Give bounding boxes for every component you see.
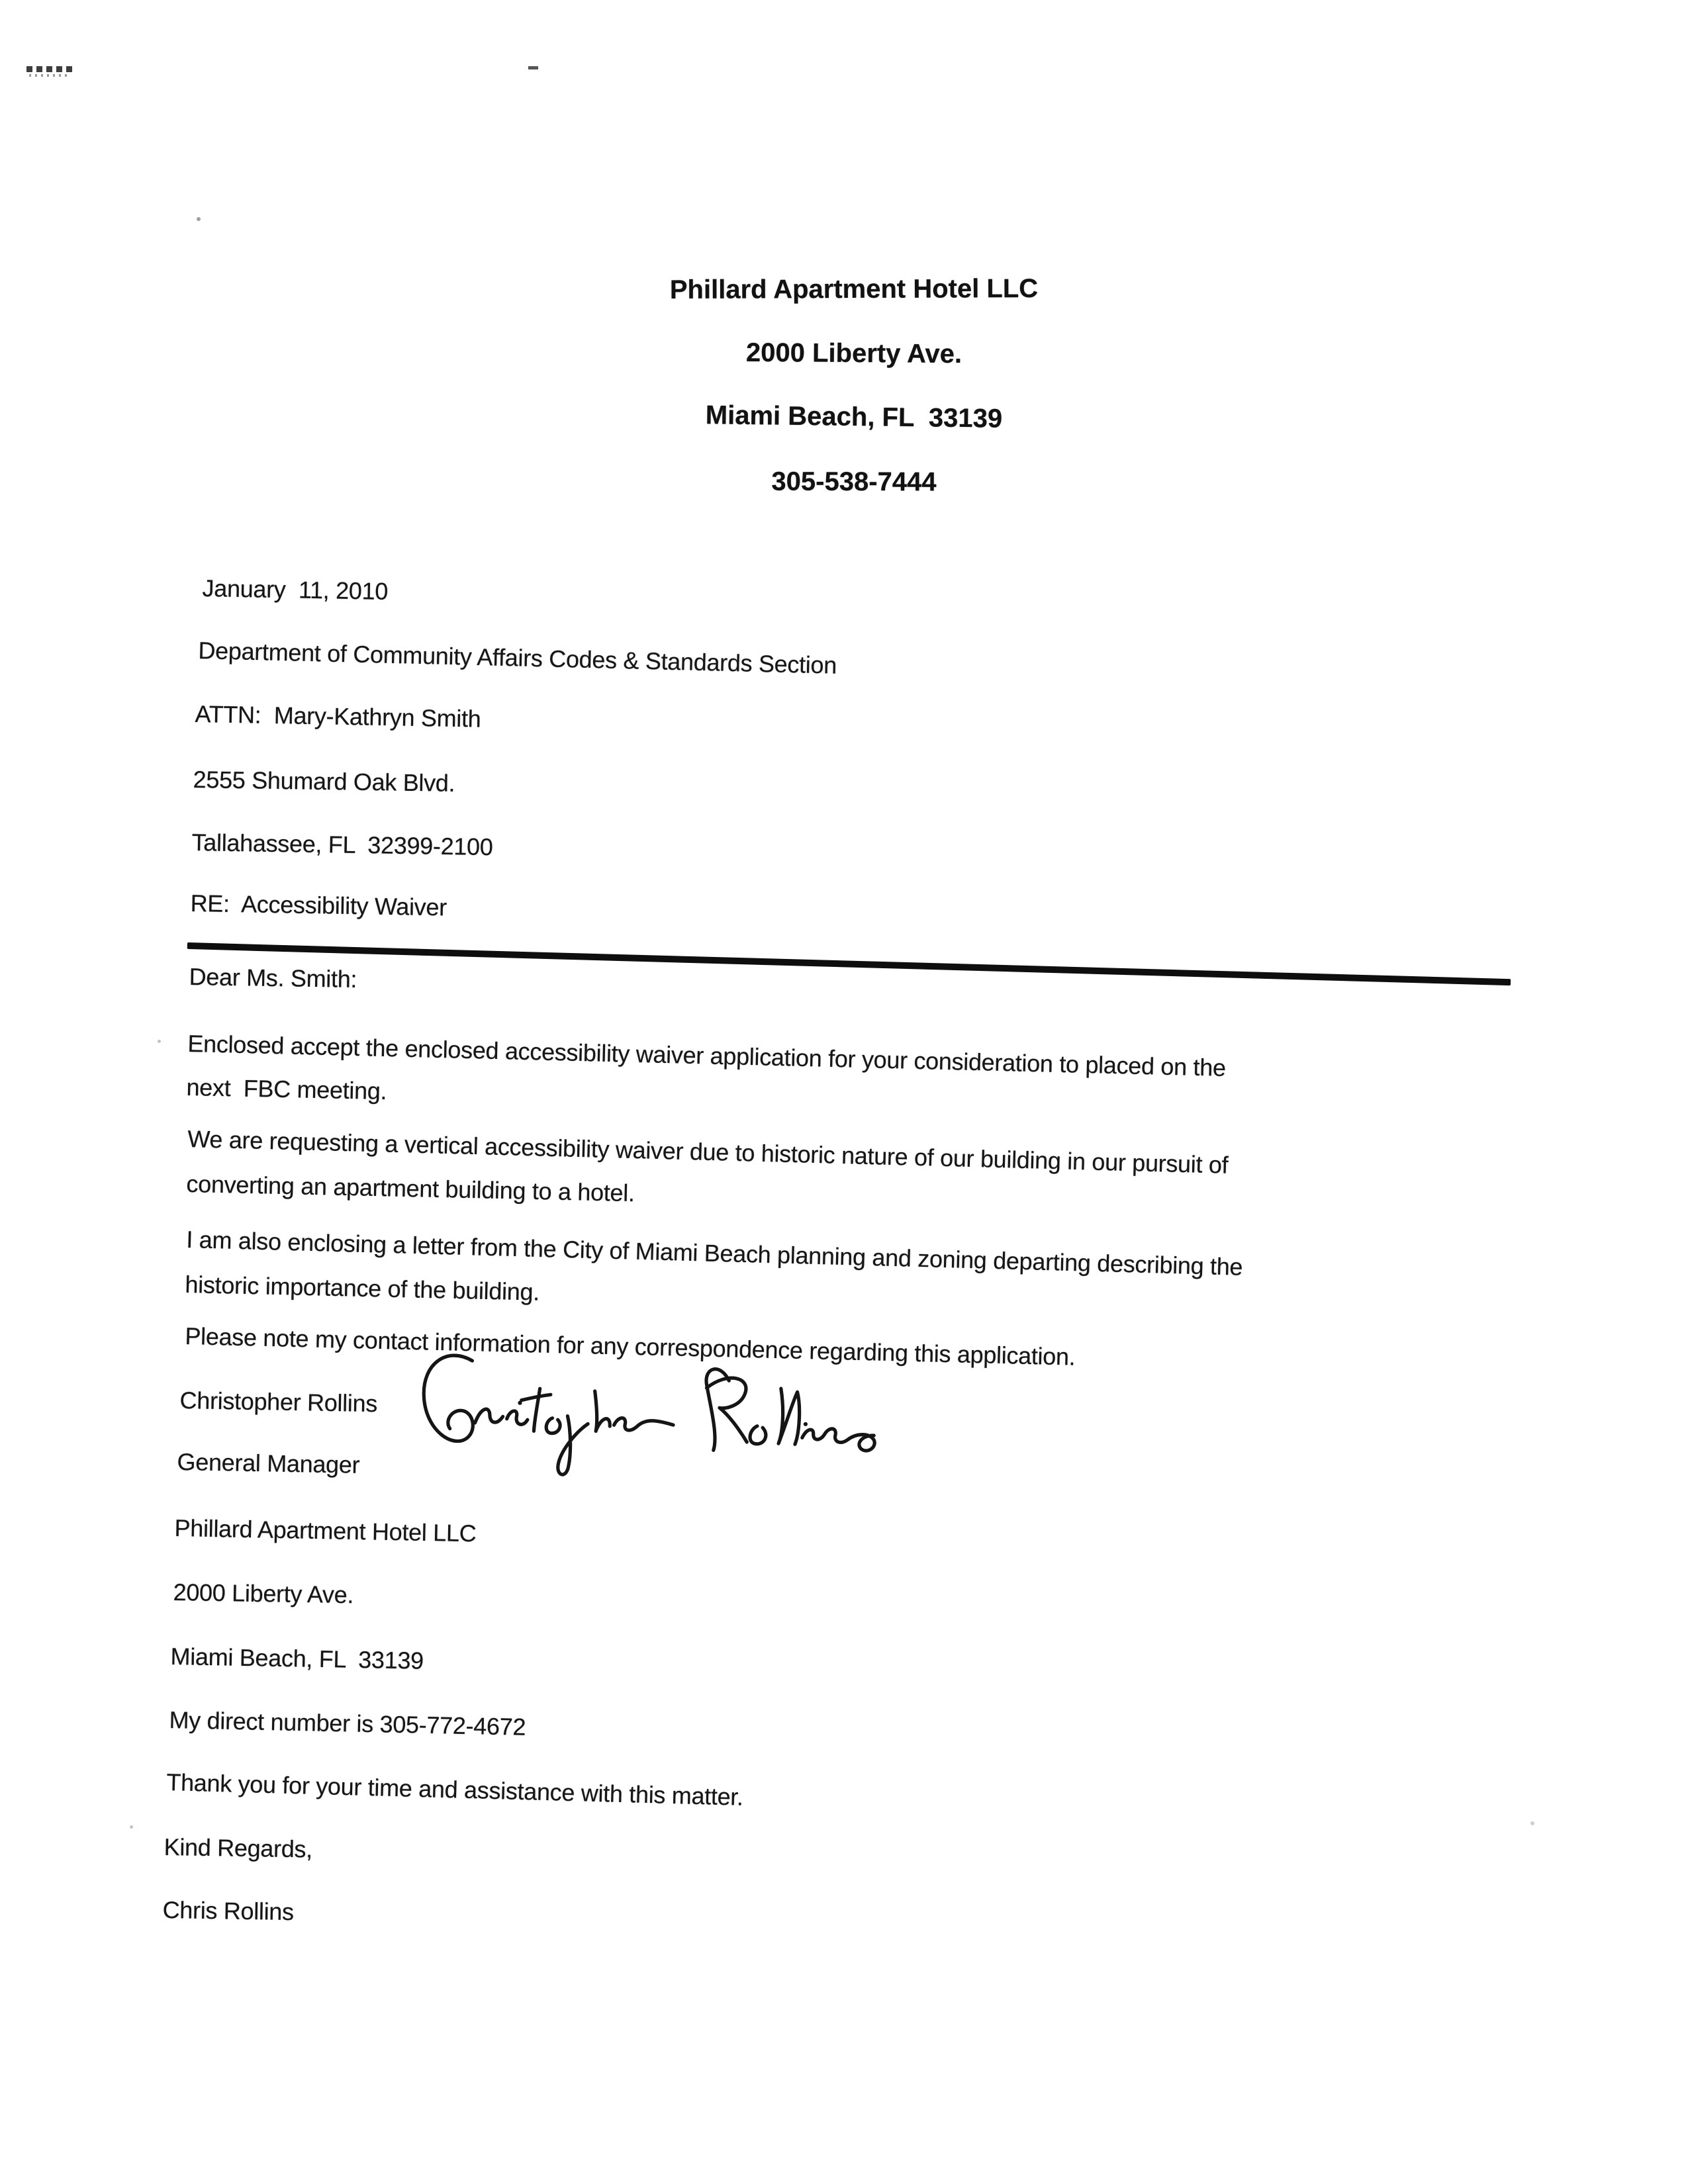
scan-artifact-speck (130, 1825, 133, 1829)
recipient-department: Department of Community Affairs Codes & Standards Section (198, 637, 837, 679)
recipient-attn: ATTN: Mary-Kathryn Smith (195, 700, 481, 733)
thank-you-line: Thank you for your time and assistance with this matter. (165, 1768, 744, 1811)
body-paragraph-3-line-1: I am also enclosing a letter from the City of Miami Beach planning and zoning departing describing the (185, 1226, 1243, 1281)
subject-line: RE: Accessibility Waiver (190, 889, 447, 921)
body-paragraph-1-line-2: next FBC meeting. (186, 1073, 387, 1105)
scan-artifact-smudge-dots (29, 74, 69, 77)
letterhead-phone: 305-538-7444 (771, 467, 937, 497)
body-paragraph-3-line-2: historic importance of the building. (185, 1271, 540, 1306)
body-paragraph-2-line-1: We are requesting a vertical accessibility waiver due to historic nature of our building in our pursuit of (187, 1125, 1229, 1179)
scan-artifact-speck (1530, 1821, 1534, 1825)
date-line: January 11, 2010 (202, 574, 389, 605)
signer-street: 2000 Liberty Ave. (173, 1578, 354, 1609)
body-paragraph-4: Please note my contact information for any correspondence regarding this application. (185, 1322, 1076, 1371)
letterhead-city-state-zip: Miami Beach, FL 33139 (705, 400, 1003, 433)
letterhead-company: Phillard Apartment Hotel LLC (669, 274, 1039, 304)
recipient-city-state-zip: Tallahassee, FL 32399-2100 (191, 829, 493, 861)
letterhead-street: 2000 Liberty Ave. (745, 338, 962, 369)
signer-company: Phillard Apartment Hotel LLC (174, 1514, 477, 1547)
signer-city-state-zip: Miami Beach, FL 33139 (170, 1643, 424, 1674)
recipient-street: 2555 Shumard Oak Blvd. (193, 766, 455, 797)
scan-artifact-dash (528, 66, 538, 69)
handwritten-signature-icon (401, 1340, 929, 1500)
body-paragraph-1-line-1: Enclosed accept the enclosed accessibility waiver application for your consideration to placed on the (187, 1030, 1227, 1081)
subject-underline-rule (187, 942, 1511, 985)
salutation: Dear Ms. Smith: (189, 963, 357, 993)
closing-line: Kind Regards, (164, 1833, 313, 1863)
signoff-name: Chris Rollins (162, 1896, 295, 1926)
signer-direct-number: My direct number is 305-772-4672 (169, 1706, 526, 1741)
typed-signer-name: Christopher Rollins (179, 1387, 378, 1418)
scan-artifact-dot (197, 217, 201, 221)
signer-title: General Manager (177, 1448, 360, 1479)
scan-artifact-speck (158, 1040, 161, 1043)
scan-artifact-smudge (26, 66, 73, 72)
body-paragraph-2-line-2: converting an apartment building to a hotel. (186, 1170, 635, 1207)
